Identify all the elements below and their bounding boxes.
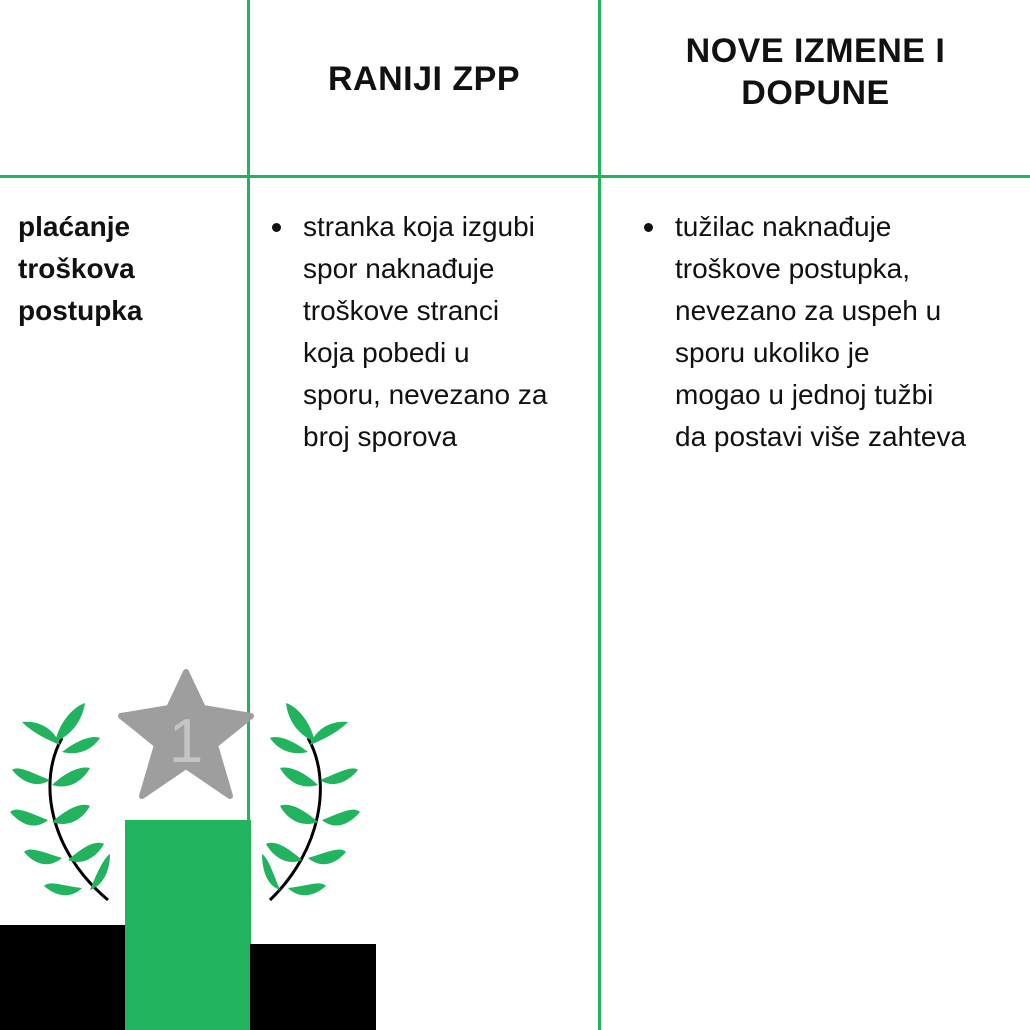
cell-line: broj sporova xyxy=(303,421,458,452)
cell-line: da postavi više zahteva xyxy=(675,421,967,452)
cell-new-amendments xyxy=(644,206,1024,458)
cell-line: troškove stranci xyxy=(303,295,500,326)
cell-line: koja pobedi u xyxy=(303,337,470,368)
cell-line: nevezano za uspeh u xyxy=(675,295,942,326)
laurel-left-icon xyxy=(10,703,110,900)
header-new-amendments xyxy=(601,30,1030,114)
row-label-line-1: plaćanje xyxy=(18,211,131,242)
row-label-line-3: postupka xyxy=(18,295,143,326)
cell-line: troškove postupka, xyxy=(675,253,911,284)
header-new-line-1: NOVE IZMENE I xyxy=(685,32,946,70)
row-label-line-2: troškova xyxy=(18,253,135,284)
cell-line: stranka koja izgubi xyxy=(303,211,535,242)
header-old-text: RANIJI ZPP xyxy=(327,60,521,98)
podium-illustration xyxy=(0,660,380,1030)
bullet-item xyxy=(272,206,590,458)
cell-line: sporu, nevezano za xyxy=(303,379,548,410)
column-divider-2 xyxy=(598,0,601,1030)
cell-line: mogao u jednoj tužbi xyxy=(675,379,934,410)
row-label xyxy=(18,206,238,332)
laurel-right-icon xyxy=(262,703,360,900)
header-new-line-2: DOPUNE xyxy=(741,74,890,112)
cell-old-law xyxy=(272,206,590,458)
cell-line: sporu ukoliko je xyxy=(675,337,870,368)
bullet-item xyxy=(644,206,1024,458)
bullet-icon xyxy=(272,223,281,232)
cell-line: tužilac naknađuje xyxy=(675,211,892,242)
header-divider xyxy=(0,175,1030,178)
star-icon xyxy=(121,672,251,796)
place-number: 1 xyxy=(168,707,204,776)
bullet-icon xyxy=(644,223,653,232)
podium-block-first xyxy=(125,820,251,1030)
cell-line: spor naknađuje xyxy=(303,253,495,284)
podium-block-right xyxy=(250,944,376,1030)
podium-block-left xyxy=(0,925,127,1030)
header-old-law xyxy=(250,58,598,100)
